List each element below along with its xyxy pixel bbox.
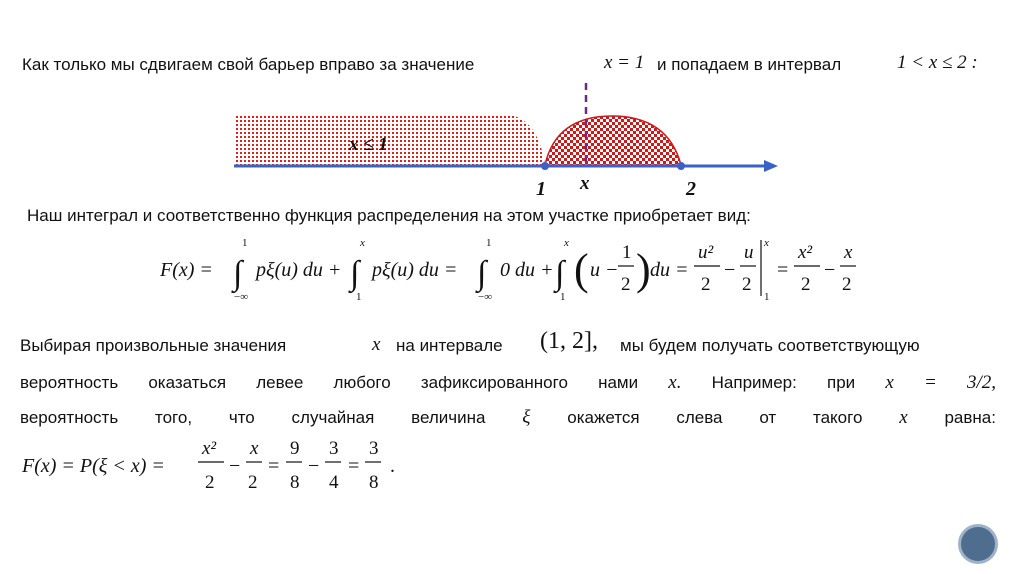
para-line-3c: равна:: [944, 408, 996, 427]
eq-sign: =: [777, 259, 789, 281]
int2-body: pξ(u) du =: [372, 259, 458, 281]
region-1-to-2: [545, 116, 681, 165]
f2-x-num: x: [250, 438, 259, 459]
f2-3b-num: 3: [369, 438, 379, 459]
f2-8-den: 8: [290, 472, 300, 493]
region-x-le-1: [234, 115, 545, 165]
int2-upper: x: [360, 237, 365, 249]
minus-sign: −: [724, 259, 736, 281]
para-line-3a: вероятность того, что случайная величина: [20, 408, 486, 427]
f2-x2-den: 2: [205, 472, 215, 493]
eval-upper: x: [764, 237, 769, 249]
int1-body: pξ(u) du +: [256, 259, 342, 281]
para-line-2b: Например: при: [711, 373, 856, 392]
para-line-1-x: x: [372, 334, 381, 355]
point-2: [677, 162, 685, 170]
half-den: 2: [621, 274, 631, 295]
int4-upper: x: [564, 237, 569, 249]
f2-x-den: 2: [248, 472, 258, 493]
interval-text: (1, 2],: [540, 328, 598, 354]
math-interval: 1 < x ≤ 2 :: [897, 52, 978, 73]
para-line-3b: окажется слева от такого: [567, 408, 863, 427]
f2-8b-den: 8: [369, 472, 379, 493]
f2-minus-2: −: [308, 455, 320, 477]
f2-minus-1: −: [229, 455, 241, 477]
axis-arrow: [764, 160, 778, 172]
int2-lower: 1: [356, 291, 362, 303]
u-num: u: [744, 242, 754, 263]
point-1: [541, 162, 549, 170]
para-line-1a: Выбирая произвольные значения: [20, 336, 287, 355]
para-line-2: [20, 373, 996, 393]
int4-body-a: u −: [590, 259, 619, 281]
u2-num: u²: [698, 242, 714, 263]
x2-den: 2: [801, 274, 811, 295]
int3-upper: 1: [486, 237, 492, 249]
intro-text: Как только мы сдвигаем свой барьер вправо за значение: [22, 55, 475, 74]
f2-eq-2: =: [348, 455, 360, 477]
intro-text-2: и попадаем в интервал: [657, 55, 842, 74]
int4-body-b: du =: [650, 259, 689, 281]
math-x-equals-1: x = 1: [604, 52, 645, 73]
int2-sign: ∫: [350, 255, 360, 292]
para-line-1c: мы будем получать соответствующую: [620, 336, 920, 355]
eval-lower: 1: [764, 291, 770, 303]
tick-label-2: 2: [686, 178, 696, 200]
int4-paren-close: ): [636, 245, 651, 294]
f1-lhs: F(x) =: [160, 259, 213, 281]
f2-9-num: 9: [290, 438, 300, 459]
formula-integral: [150, 236, 890, 306]
f2-x2-num: x²: [202, 438, 217, 459]
f2-dot: .: [390, 455, 395, 477]
slide-nav-button[interactable]: [958, 524, 998, 564]
half-num: 1: [622, 242, 632, 263]
int1-sign: ∫: [233, 255, 243, 292]
para-line-3-xi: ξ: [522, 407, 531, 428]
tick-label-x: x: [580, 173, 590, 194]
int3-lower: −∞: [478, 291, 493, 303]
minus-sign-2: −: [824, 259, 836, 281]
formula-probability: [18, 436, 438, 502]
f2-4-den: 4: [329, 472, 339, 493]
para-line-1b: на интервале: [396, 336, 503, 355]
para-line-2a: вероятность оказаться левее любого зафиксированного нами: [20, 373, 639, 392]
int4-lower: 1: [560, 291, 566, 303]
int1-lower: −∞: [234, 291, 249, 303]
para-line-2-x: x.: [668, 372, 682, 393]
f2-lhs: F(x) = P(ξ < x) =: [22, 455, 165, 477]
int3-sign: ∫: [477, 255, 487, 292]
para-line-2-val: x = 3/2,: [885, 372, 996, 393]
int3-body: 0 du +: [500, 259, 554, 281]
f2-eq-1: =: [268, 455, 280, 477]
u-den: 2: [742, 274, 752, 295]
para-line-3-x: x: [899, 407, 908, 428]
int4-paren-open: (: [574, 245, 589, 294]
int4-sign: ∫: [555, 255, 565, 292]
integral-intro: Наш интеграл и соответственно функция распределения на этом участке приобретает вид:: [27, 206, 751, 225]
x-den: 2: [842, 274, 852, 295]
x2-num: x²: [798, 242, 813, 263]
u2-den: 2: [701, 274, 711, 295]
tick-label-1: 1: [536, 178, 546, 200]
int1-upper: 1: [242, 237, 248, 249]
region-label: x ≤ 1: [349, 134, 388, 155]
x-num: x: [844, 242, 853, 263]
f2-3-num: 3: [329, 438, 339, 459]
para-line-1-interval: [540, 328, 598, 355]
para-line-3: [20, 408, 996, 428]
